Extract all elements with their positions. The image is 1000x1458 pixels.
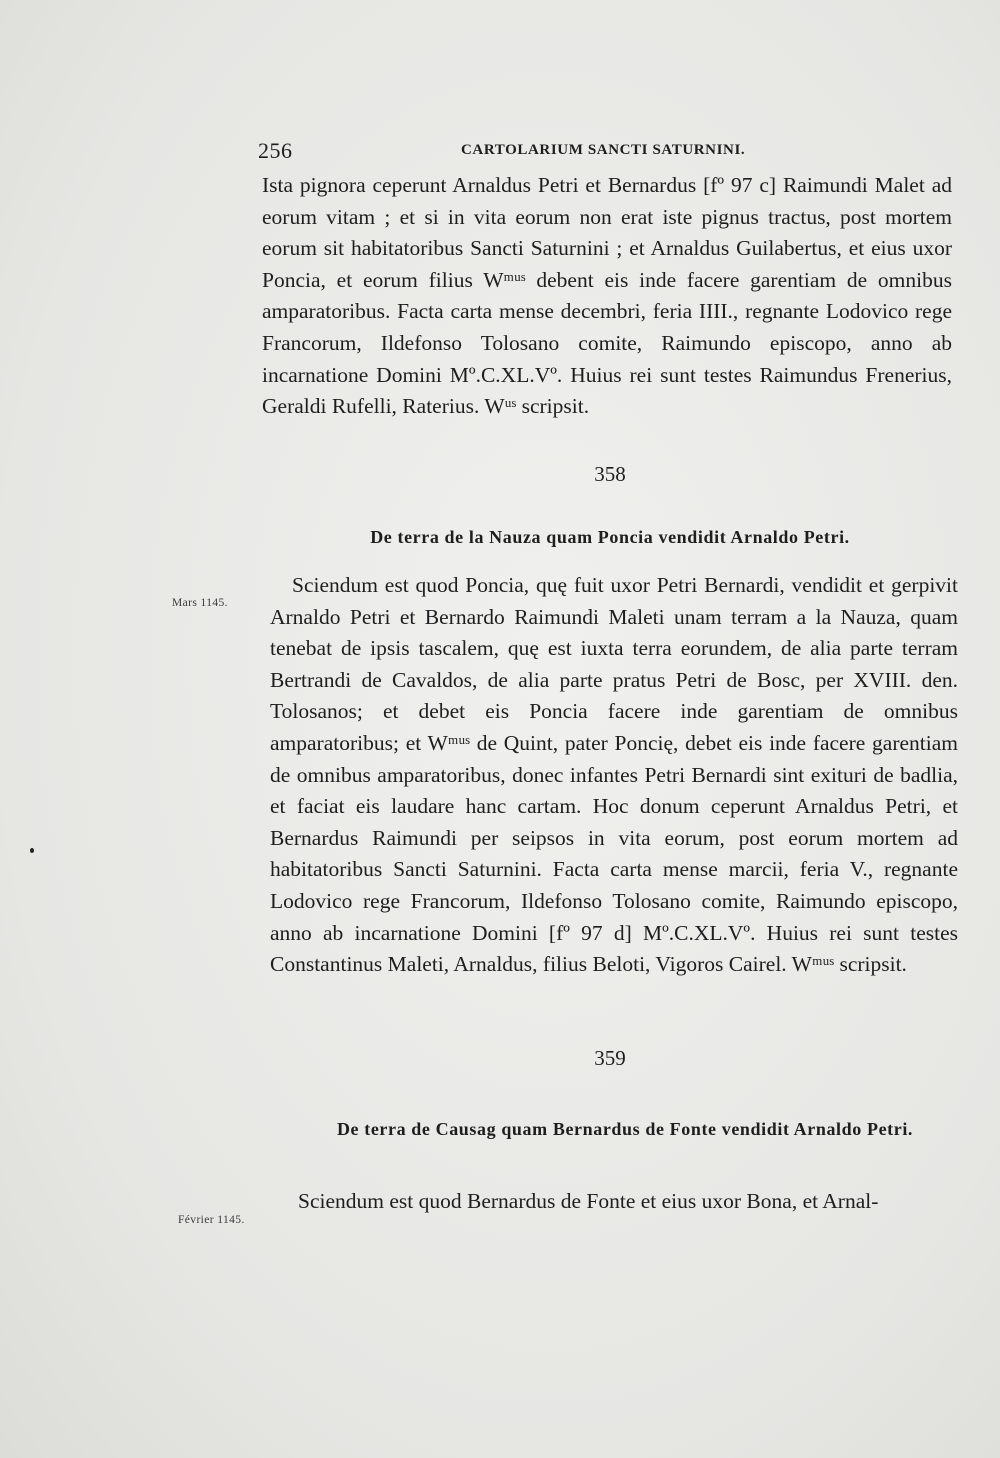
act-number-359: 359 [594, 1046, 626, 1070]
ink-speck [30, 848, 34, 853]
act-text-359: Sciendum est quod Bernardus de Fonte et eius uxor Bona, et Arnal- [298, 1189, 879, 1213]
act-title-359: De terra de Causag quam Bernardus de Fonte vendidit Arnaldo Petri. [336, 1119, 914, 1139]
act-text-358: Sciendum est quod Poncia, quę fuit uxor Petri Bernardi, vendidit et gerpivit Arnaldo Petri et Bernardo Raimundi Maleti unam terram a la Nauza, quam tenebat de ipsis tascalem, quę est iuxta terra eorundem, de alia parte terram Bertrandi de Cavaldos, de alia parte pratus Petri de Bosc, per XVIII. den. Tolosanos; et debet eis Poncia facere inde garentiam de omnibus amparatoribus; et Wᵐᵘˢ de Quint, pater Poncię, debet eis inde facere garentiam de omnibus amparatoribus, donec infantes Petri Bernardi sint exituri de badlia, et faciat eis laudare hanc cartam. Hoc donum ceperunt Arnaldus Petri, et Bernardus Raimundi per seipsos in vita eorum, post eorum mortem ad habitatoribus Sancti Saturnini. Facta carta mense marcii, feria V., regnante Lodovico rege Francorum, Ildefonso Tolosano comite, Raimundo episcopo, anno ab incarnatione Domini [fº 97 d] Mº.C.XL.Vº. Huius rei sunt testes Constantinus Maleti, Arnaldus, filius Beloti, Vigoros Cairel. Wᵐᵘˢ scripsit. [270, 573, 958, 977]
page-number: 256 [258, 138, 293, 163]
margin-date-359: Février 1145. [178, 1214, 245, 1226]
act-title-358: De terra de la Nauza quam Poncia vendidit Arnaldo Petri. [370, 527, 850, 547]
running-header [258, 138, 958, 168]
margin-date-358: Mars 1145. [172, 597, 228, 609]
act-number-358: 358 [594, 462, 626, 486]
running-title: CARTOLARIUM SANCTI SATURNINI. [461, 142, 746, 158]
continuation-paragraph: Ista pignora ceperunt Arnaldus Petri et Bernardus [fº 97 c] Raimundi Malet ad eorum vitam ; et si in vita eorum non erat iste pignus tractus, post mortem eorum sit habitatoribus Sancti Saturnini ; et Arnaldus Guilabertus, et eius uxor Poncia, et eorum filius Wᵐᵘˢ debent eis inde facere garentiam de omnibus amparatoribus. Facta carta mense decembri, feria IIII., regnante Lodovico rege Francorum, Ildefonso Tolosano comite, Raimundo episcopo, anno ab incarnatione Domini Mº.C.XL.Vº. Huius rei sunt testes Raimundus Frenerius, Geraldi Rufelli, Raterius. Wᵘˢ scripsit. [262, 173, 952, 419]
